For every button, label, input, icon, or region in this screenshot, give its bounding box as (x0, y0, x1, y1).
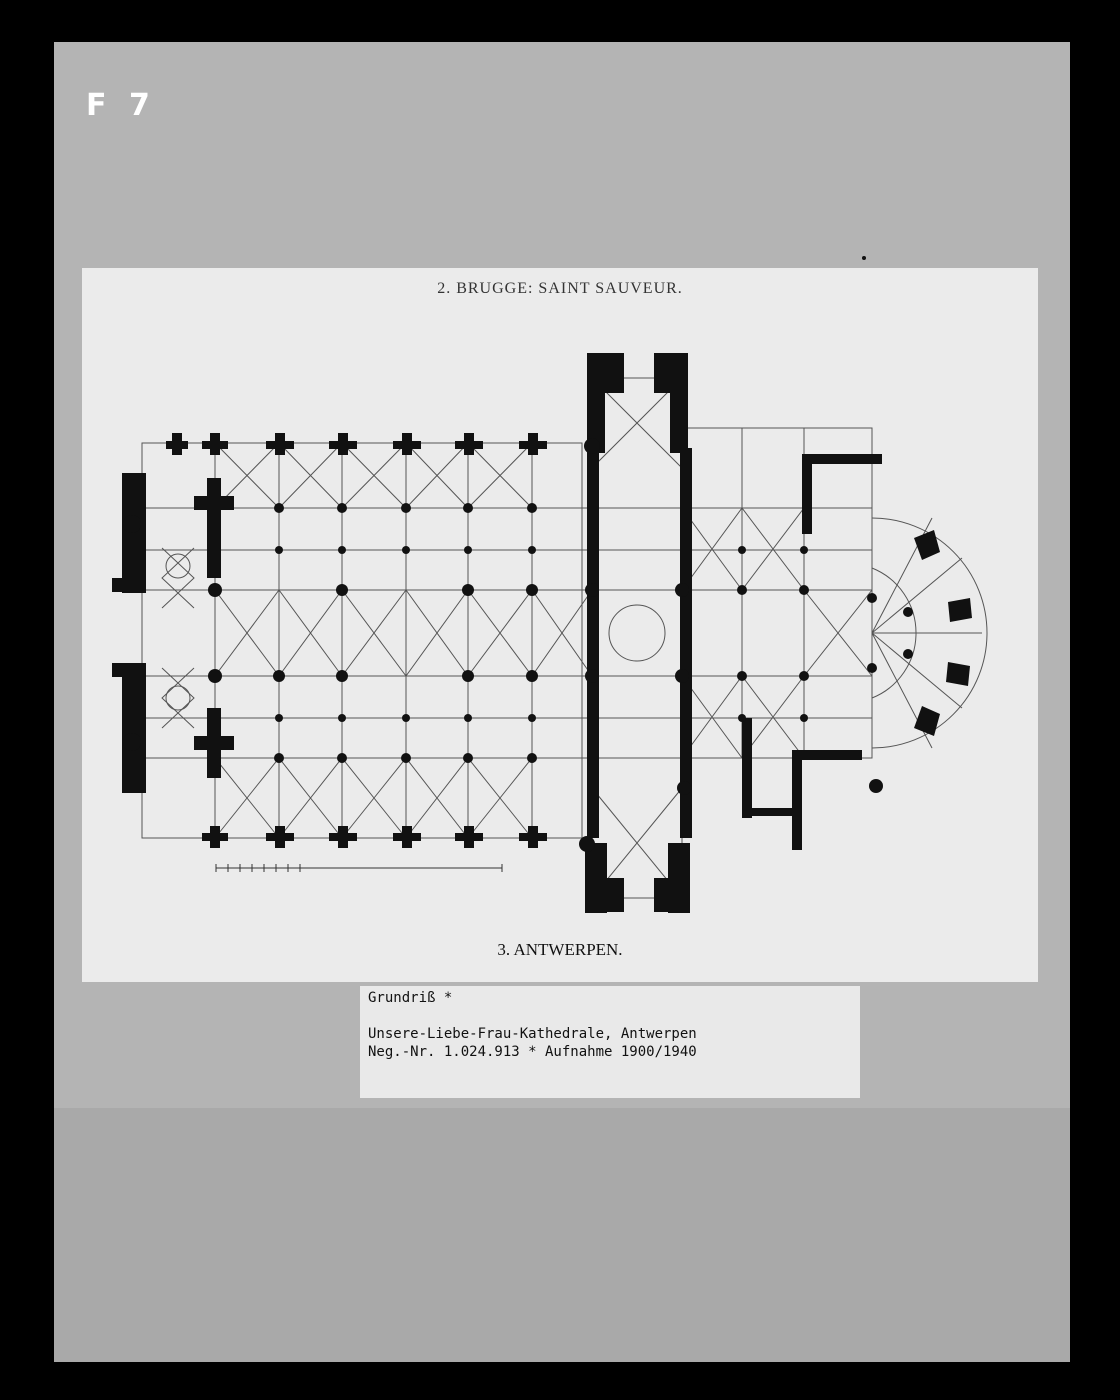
card-label: F 7 (86, 88, 156, 123)
piers (112, 353, 972, 913)
label-strip (360, 986, 860, 1098)
label-line-2: Unsere-Liebe-Frau-Kathedrale, Antwerpen (368, 1026, 697, 1042)
label-line-3: Neg.-Nr. 1.024.913 * Aufnahme 1900/1940 (368, 1044, 697, 1060)
print-caption: 3. ANTWERPEN. (497, 940, 623, 959)
card-lower-band (54, 1108, 1070, 1362)
photo-print (82, 268, 1038, 982)
scale-bar (216, 864, 502, 872)
label-line-1: Grundriß * (368, 990, 453, 1006)
print-header: 2. BRUGGE: SAINT SAUVEUR. (437, 280, 683, 297)
dust-speck (862, 256, 866, 260)
column-dots (208, 503, 913, 763)
floor-plan-drawing (82, 268, 1038, 982)
